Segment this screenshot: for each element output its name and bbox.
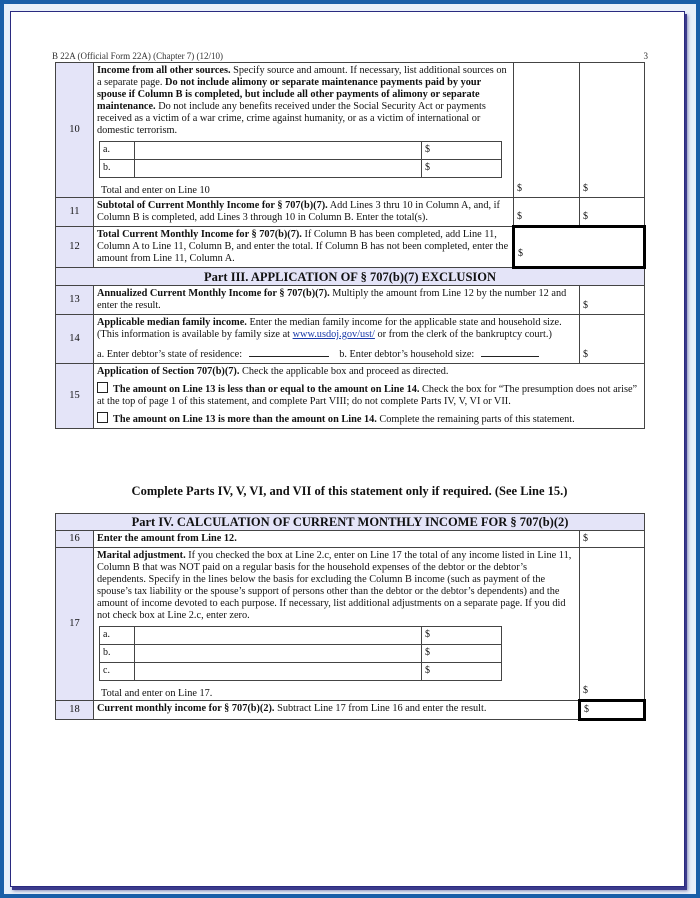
adjustment-amount-field[interactable]: $ [422,663,502,681]
line-18-description [94,701,580,720]
page-number: 3 [643,51,648,61]
line-13-row [56,286,645,315]
line-title: Applicable median family income. [97,317,247,328]
line-10-row [56,63,645,198]
line-16-row [56,531,645,548]
line-number: 10 [56,63,94,198]
amount-field[interactable]: $ [580,286,645,315]
line-14-description [94,315,580,364]
line-number: 13 [56,286,94,315]
line-11-description [94,198,514,227]
line-number: 18 [56,701,94,720]
line-title: Annualized Current Monthly Income for § 707(b)(7). [97,288,330,299]
source-label: a. [100,142,135,160]
source-field[interactable] [135,160,422,178]
line-17-description [94,548,580,701]
source-amount-field[interactable]: $ [422,160,502,178]
line-18-row [56,701,645,720]
line-12-row [56,227,645,268]
option-complete-remaining [97,412,641,426]
line-17-row [56,548,645,701]
residence-fields [97,347,576,361]
adjustment-field[interactable] [135,645,422,663]
line-number: 16 [56,531,94,548]
total-instruction: Total and enter on Line 17. [101,688,213,699]
line-text: Do not include any benefits received under the Social Security Act or payments received as a victim of a war crime, crime against humanity, or as a victim of international or domestic terrorism. [97,101,486,136]
line-number: 12 [56,227,94,268]
line-13-description [94,286,580,315]
part-3-header-row [56,268,645,286]
adjustment-field[interactable] [135,627,422,645]
form-table-part2-3 [55,62,646,429]
option-title: The amount on Line 13 is less than or equal to the amount on Line 14. [113,384,420,395]
adjustment-amount-field[interactable]: $ [422,645,502,663]
result-amount-field[interactable]: $ [580,701,645,720]
line-text: Specify source and amount. If necessary, list additional sources on a separate page. [97,65,507,88]
part-3-title: Part III. APPLICATION OF § 707(b)(7) EXCLUSION [56,268,645,286]
adjustment-label: a. [100,627,135,645]
source-amount-field[interactable]: $ [422,142,502,160]
usdoj-link[interactable]: www.usdoj.gov/ust/ [292,329,375,340]
line-10-description [94,63,514,198]
line-number: 11 [56,198,94,227]
total-instruction: Total and enter on Line 10 [101,185,210,196]
state-of-residence-field[interactable] [249,347,329,357]
adjustment-row [100,645,502,663]
amount-field[interactable]: $ [580,531,645,548]
adjustment-row [100,627,502,645]
line-number: 14 [56,315,94,364]
source-row [100,160,502,178]
line-14-row [56,315,645,364]
line-11-row [56,198,645,227]
line-text: Multiply the amount from Line 12 by the number 12 and enter the result. [97,288,567,311]
column-a-amount[interactable]: $ [514,198,580,227]
checkbox-option-2[interactable] [97,412,108,423]
source-row [100,142,502,160]
line-text: or from the clerk of the bankruptcy court.) [374,329,552,340]
adjustment-row [100,663,502,681]
column-b-amount[interactable]: $ [580,63,645,198]
adjustment-label: c. [100,663,135,681]
line-17-adjustments-table [99,626,502,681]
option-text: Complete the remaining parts of this statement. [376,414,575,425]
form-id: B 22A (Official Form 22A) (Chapter 7) (12/10) [52,51,224,61]
adjustment-field[interactable] [135,663,422,681]
line-title: Income from all other sources. [97,65,231,76]
line-text: If Column B has been completed, add Line 11, Column A to Line 11, Column B, and enter the total. If Column B has not been completed, enter the amount from Line 11, Column A. [97,229,509,264]
amount-field[interactable]: $ [580,315,645,364]
conditional-instruction: Complete Parts IV, V, VI, and VII of this statement only if required. (See Line 15.) [131,484,568,498]
line-15-row [56,364,645,429]
part-4-title: Part IV. CALCULATION OF CURRENT MONTHLY INCOME FOR § 707(b)(2) [56,514,645,531]
line-title: Marital adjustment. [97,550,186,561]
option-presumption-not-arise [97,382,641,408]
line-text: If you checked the box at Line 2.c, enter on Line 17 the total of any income listed in Line 11, Column B that was NOT paid on a regular basis for the household expenses of the debtor or the debtor’s dependents. Specify in the lines below the basis for excluding the Column B income (such as payment of the spouse’s tax liability or the spouse’s support of persons other than the debtor or the debtor’s dependents) and the amount of income devoted to each purpose. If necessary, list additional adjustments on a separate page. If you did not check box at Line 2.c, enter zero. [97,550,572,621]
line-12-description [94,227,514,268]
line-title: Application of Section 707(b)(7). [97,366,240,377]
line-text: Add Lines 3 thru 10 in Column A, and, if Column B is completed, add Lines 3 through 10 in Column B. Enter the total(s). [97,200,500,223]
option-text: Check the box for “The presumption does not arise” at the top of page 1 of this statement, and complete Part VIII; do not complete Parts IV, V, VI or VII. [97,384,638,407]
line-title: Total Current Monthly Income for § 707(b)(7). [97,229,302,240]
line-text: Enter the median family income for the applicable state and household size. (This information is available by family size at [97,317,562,340]
adjustment-amount-field[interactable]: $ [422,627,502,645]
household-size-field[interactable] [481,347,539,357]
line-title: Enter the amount from Line 12. [97,533,237,544]
total-amount-field[interactable]: $ [514,227,645,268]
line-15-description [94,364,645,429]
amount-field[interactable]: $ [580,548,645,701]
line-title: Current monthly income for § 707(b)(2). [97,703,275,714]
form-table-part4 [55,513,646,721]
page-header [52,51,648,61]
state-of-residence-label: a. Enter debtor’s state of residence: [97,349,243,360]
adjustment-label: b. [100,645,135,663]
line-number: 17 [56,548,94,701]
line-16-description [94,531,580,548]
source-label: b. [100,160,135,178]
line-10-sources-table [99,141,502,178]
option-title: The amount on Line 13 is more than the amount on Line 14. [113,414,377,425]
line-number: 15 [56,364,94,429]
part-4-header-row [56,514,645,531]
line-bold-text: Do not include alimony or separate maintenance payments paid by your spouse if Column B is completed, but include all other payments of alimony or separate maintenance. [97,77,482,112]
checkbox-option-1[interactable] [97,382,108,393]
source-field[interactable] [135,142,422,160]
line-text: Check the applicable box and proceed as directed. [239,366,449,377]
column-b-amount[interactable]: $ [580,198,645,227]
line-title: Subtotal of Current Monthly Income for § 707(b)(7). [97,200,328,211]
household-size-label: b. Enter debtor’s household size: [339,349,475,360]
line-text: Subtract Line 17 from Line 16 and enter the result. [274,703,487,714]
column-a-amount[interactable]: $ [514,63,580,198]
